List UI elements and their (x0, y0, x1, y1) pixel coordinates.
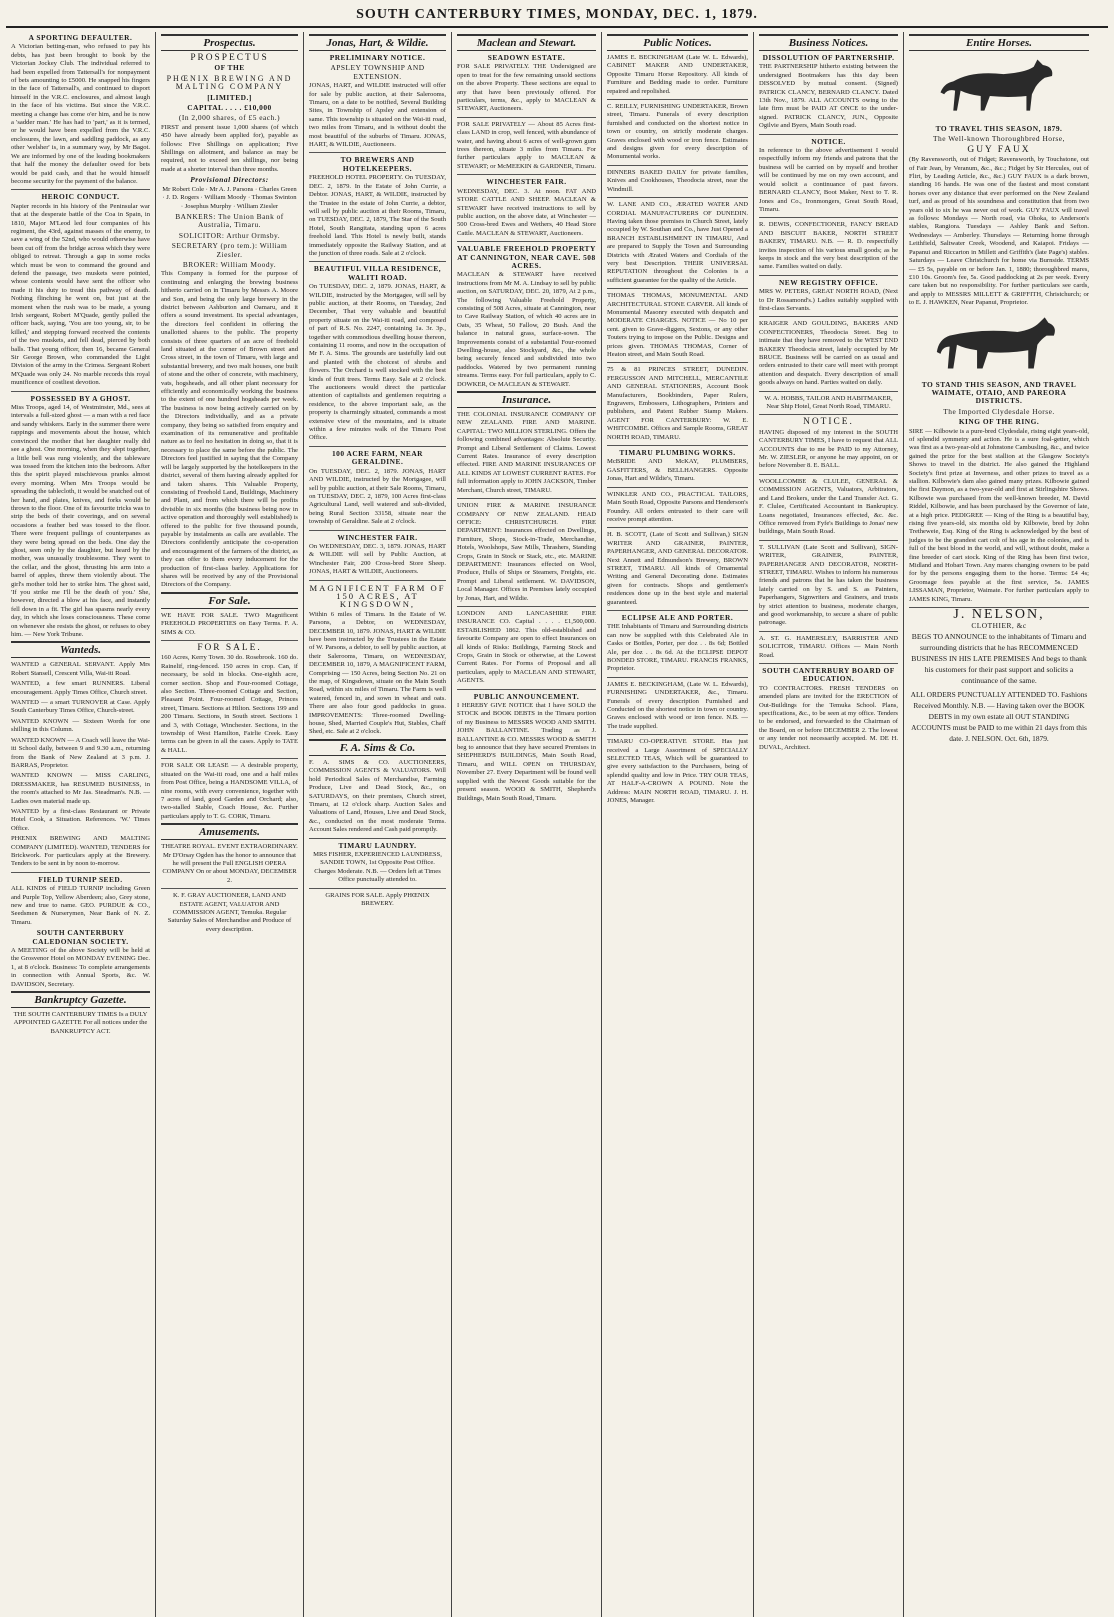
section-head-prospectus: Prospectus. (161, 34, 298, 51)
nelson-body: BEGS TO ANNOUNCE to the inhabitants of Timaru and surrounding districts that he has RECOMMENCED BUSINESS IN HIS LATE PREMISES And begs to thank his customers for their past support and solicits a continuance of the same. (911, 631, 1087, 685)
notice-body: C. REILLY, FURNISHING UNDERTAKER, Brown street, Timaru. Funerals of every description furnished and conducted on the shortest notice in town or country, on strictly moderate charges. Graves enclosed with wood or iron fence. Estimates and designs given for every description of Monumental works. (607, 103, 748, 161)
notice-body: W. LANE AND CO., ÆRATED WATER AND CORDIAL MANUFACTURERS OF DUNEDIN. Having taken those premises in Church Street, lately occupied by W. Southan and Co., have Just Opened a BRANCH ESTABLISHMENT IN TIMARU, And are prepared to Supply the Town and Surrounding Districts with Ærated Waters and Cordials of the very best Description. THEIR UNIVERSAL REPUTATION throughout the Colonies is a sufficient guarantee for the quality of the Article. (607, 201, 748, 284)
notice-title: WINCHESTER FAIR. (337, 532, 418, 542)
column-2 (156, 32, 304, 1617)
prospectus-body: This Company is formed for the purpose of continuing and enlarging the brewing business hitherto carried on in Timaru by Messrs A. Moore and Son, and being the only large brewery in the district between Ashburton and Oamaru, and it offers a sound investment. Its special advantages, the directors feel confident in offering the unallotted shares to the public. The property consists of three quarters of an acre of freehold land situated at the corner of Brown street and Cross street, in the town of Timaru, with large and substantial brewery, and two malt houses, one built of stone and the other of concrete, with machinery, vats, hogsheads, and all other plant necessary for efficiently and economically working the business to the extent of one hundred hogsheads per week. The business is now being actively carried on by the Directors individually, and as a private company, they being so satisfied from enquiry and examination of its remunerative and profitable nature as to feel no hesitation in doing so, that it is necessary to place the same before the public. The Directors feel justified in saying that the Company will be largely supported by the hotelkeepers in the district, several of them having already applied for and taken shares. This Valuable Property, consisting of Freehold Land, Buildings, Machinery and Plant, and from which there will be profits divisible in six months (the business being now in active operation and thoroughly well established) is offered to the public for five thousand pounds, payable by instalments as calls are available. The Directors confidently anticipate the co-operation and encouragement of the farmers of the district, as they can offer to them every inducement for the production of first-class barley. Applications for shares will be received by any of the Provisional Directors of the Company. (161, 270, 298, 589)
classified-ad: WANTED by a first-class Restaurant or Private Hotel Cook, a Situation. References. 'W.' Times Office. (11, 807, 150, 832)
notice-body: TO CONTRACTORS. FRESH TENDERS on amended plans are invited for the ERECTION of Out-Buildings for the Temuka School. Plans, specifications, &c., to be seen at my office. Tenders to be endorsed, and forwarded to the Chairman of the Board, on or before DECEMBER 2. The lowest or any tender not necessarily accepted. M. DE H. DUVAL, Architect. (759, 684, 898, 751)
notice-body: R. DEWIS, CONFECTIONER, FANCY BREAD AND BISCUIT BAKER, NORTH STREET BAKERY, TIMARU. N.B. — R. D. respectfully invites inspection of his various small goods; as he keeps in stock and the very best description of the same. Families waited on daily. (759, 221, 898, 271)
notice-body: DINNERS BAKED DAILY for private families, Knives and Cookhouses, Theodocia street, near the Windmill. (607, 168, 748, 193)
section-head-public-notices: Public Notices. (607, 34, 748, 51)
secretary: SECRETARY (pro tem.): William Ziesler. (171, 241, 288, 259)
notice-body: MRS W. PETERS, GREAT NORTH ROAD, (Next to Dr Rossamond's.) Ladies suitably supplied with first-class Servants. (759, 288, 898, 312)
notice-body: 75 & 81 PRINCES STREET, DUNEDIN. FERGUSSON AND MITCHELL, MERCANTILE AND GENERAL STATIONERS, Account Book Manufacturers, Bookbinders, Paper Rulers, Engravers, Embossers, Lithographers, Printers and publishers, and Patent Rubber Stamp Makers. AGENT FOR CANTERBURY: W. E. WHITCOMBE. Offices and Sample Rooms, GREAT NORTH ROAD, TIMARU. (607, 366, 748, 441)
notice-title: WINCHESTER FAIR. (486, 177, 567, 187)
article-title: A SPORTING DEFAULTER. (28, 33, 133, 42)
notice-body: I HEREBY GIVE NOTICE that I have SOLD the STOCK and BOOK DEBTS in the Timaru portion of my Business to MESSRS WOOD AND SMITH. JOHN BALLANTINE. Trading as J. BALLANTINE & CO. MESSRS WOOD & SMITH beg to announce that they have secured Premises in SHEPHERD'S BUILDINGS, Main South Road, Timaru, and WILL OPEN on THURSDAY, November 27. Every Department will be found well supplied with the Newest Goods suitable for the present season. WOOD & SMITH, Shepherd's Buildings, Main South Road, Timaru. (457, 702, 596, 802)
section-head-wanted: Wanteds. (11, 641, 150, 658)
horse-intro: The Imported Clydesdale Horse. (943, 406, 1055, 416)
notice-title: DISSOLUTION OF PARTNERSHIP. (762, 53, 895, 62)
prospectus-title: PROSPECTUS (190, 53, 269, 63)
section-head-insurance: Insurance. (457, 391, 596, 408)
section-head-sims: F. A. Sims & Co. (309, 739, 446, 756)
section-head-maclean: Maclean and Stewart. (457, 34, 596, 51)
notice-title: NEW REGISTRY OFFICE. (778, 277, 879, 287)
notice-body: W. A. HOBBS, TAILOR AND HABITMAKER, Near Ship Hotel, Great North Road, TIMARU. (764, 394, 893, 411)
article-body: Miss Troops, aged 14, of Westminster, Md., sees at intervals a full-sized ghost — a man with a red face and sandy whiskers. Early in the summer there were rappings and movements about the house, which convinced the mother that her daughter really did see a ghost. One morning, when they slept together, a little bell was rung violently, and the tableware was tossed from the kitchen into the bedroom. After this the spirit played mischievous pranks almost every morning. When Mrs Troops would be spreading the tablecloth, it would be snatched out of her hand, and plates, knives, and forks would be thrown to the floor. One of its favourite tricks was to strip the beds of their coverings, and on several occasions a feather bed was tossed to the floor. There were frequent pullings of counterpanes as they were being spread on the beds. One day the ghost, seen only by the daughter, but heard by the mother, was unusually troublesome. They went to the cellar, and the ghost, thrusting his arm into a barrel of apples, threw them violently about. The girl's mother told her to strike him. The ghost said, 'If you strike me I'll be the death of you.' She, however, directed a blow at his face, and instantly fell down in a fit. The girl has spasms nearly every day, in which she loses consciousness. These come on whenever she resists the ghost, or refuses to obey him. — New York Tribune. (11, 404, 150, 639)
notice-body: FOR SALE PRIVATELY — About 85 Acres first-class LAND in crop, well fenced, with abundance of water, and having about 6 acres of well-grown gum trees thereon, situate 3 miles from Timaru. For further particulars apply to MACLEAN & STEWART; or McMEEKIN & GARDNER, Timaru. (457, 120, 596, 170)
classified-ad: WANTED, a few smart RUNNERS. Liberal encouragement. Apply Times Office, Church street. (11, 680, 150, 696)
grains-ad: GRAINS FOR SALE. Apply PHŒNIX BREWERY. (325, 891, 430, 907)
notice-title: 100 ACRE FARM, NEAR GERALDINE. (331, 448, 424, 467)
notice-body: JONAS, HART, and WILDIE instructed will offer for sale by public auction, at their Salerooms, Timaru, on a date to be notified, Several Building Sites, in Township of Apsley and extension of same. This township is situated on the Wai-iti road, two miles from Timaru, and is without doubt the most beautiful of the suburbs of Timaru. JONAS, HART, & WILDIE, Auctioneers. (309, 82, 446, 149)
notice-title: VALUABLE FREEHOLD PROPERTY AT CANNINGTON, NEAR CAVE. 508 ACRES. (457, 244, 596, 270)
ad-title: FIELD TURNIP SEED. (38, 874, 123, 884)
article-title: POSSESSED BY A GHOST. (30, 393, 131, 403)
column-5 (602, 32, 754, 1617)
notice-title: TIMARU PLUMBING WORKS. (619, 448, 736, 458)
masthead: SOUTH CANTERBURY TIMES, MONDAY, DEC. 1, 1879. (6, 4, 1108, 28)
broker: BROKER: William Moody. (182, 259, 277, 269)
article-body: Napier records in his history of the Peninsular war that at the desperate battle of the Coa in Spain, in 1810, Major M'Leod led four companies of his regiment, the 43rd, against masses of the enemy, to save a wing of the 52nd, who would otherwise have been cut off from the bridge across which they were obliged to retreat. Through a gap in some rocks which must be won to command the ground and defend the passage, two muskets were pointed, whose contents would have sent the officer who made it his duty to tread this pathway of death. Nothing flinching he went on, but just at the moment when the rush was to be made, a young Irish sergeant, Robert M'Quade, gently pulled the officer back, saying, 'You are too young, sir, to be killed,' and stepping forward received the contents of the two muskets, and fell dead, pierced by both balls. That young officer, then 16, became General Sir George Brown, who commanded the Light Division of the army in the Crimea. Sergeant Robert M'Quade was only 24. No marble records this royal munificence of costliest devotion. (11, 202, 150, 387)
ad-body: ALL KINDS of FIELD TURNIP including Green and Purple Top, Yellow Aberdeen; also, Grey stone, new and true to name. GEO. PURDUE & CO., Seedsmen & Nurserymen, Near Bank of N. Z. Timaru. (11, 885, 150, 926)
horse-body: SIRE — Kilbowie is a pure-bred Clydesdale, rising eight years-old, of splendid symmetry and action. He is a sure foal-getter, which was first as a two-year-old at Johnstone Cambusling, &c., and twice gained the prize for the best stallion at the Glasgow Society's Shows to travel in the district. He also gained the Highland Society's first prize at Inverness, and other prizes to travel as a stallion. Kilbowie's dam also gained many prizes. Kilbowie gained the first Daymon, as a two-year-old and first at Stirlingshire Shows. Kilbowie was purchased from the well-known breeder, M. David Riddel, Kilbowie, and has been purchased by the Governor of late, at a high price. PEDIGREE — King of the Ring is a beautiful bay, rising five years-old, six months old by Kilbowie, bred by John Tretheweie, Esq. King of the Ring is acknowledged by the best of judges to be the grandest cart colt of his age in the colonies, and is full of the best blood in the world, and will, without doubt, make a fine breeder of cart stock. King of the Ring has been first twice, Midland and Hobart Town. Any mares changing owners to be paid for by the persons engaging them to the horse. Terms: £4 4s; Groomage fees payable at the first service, 5s. JAMES LISSAMAN, Proprietor, Waimate. For further particulars apply to JAMES KING, Timaru. (909, 427, 1089, 603)
prospectus-of: OF THE (214, 63, 245, 73)
sale-ad: 160 Acres, Kerry Town. 30 do. Rosebrook. 160 do. Rainelif, ring-fenced. 150 acres in crop. Can, if necessary, be sold in blocks. One-eighth acre, corner section. Shop and Four-roomed Cottage, also Section. Three-roomed Cottage and Section, Pleasant Point. Four-roomed Cottage, Princes street, Timaru. Sections at Hilton. Sections 199 and 200 Timaru. Sections, in South street. Sections 1 and 3, with Cottage, Winchester. Sections, in the township of West Hamilton, Fairlie Creek. Easy terms can be given in all the cases. Apply to TATE & HALL. (161, 654, 298, 754)
horse-name: GUY FAUX (967, 144, 1031, 155)
classified-ad: WANTED KNOWN — A Coach will leave the Wai-iti School daily, between 9 and 9.30 a.m., returning from the Bank of New Zealand at 3 p.m. J. BARRAS, Proprietor. (11, 736, 150, 769)
notice-body: FREEHOLD HOTEL PROPERTY. On TUESDAY, DEC. 2, 1879. In the Estate of John Currie, a Debtor. JONAS, HART, & WILDIE, instructed by the Trustee in the estate of John Currie, a debtor, will sell by public auction at their Rooms, Timaru, on TUESDAY, DEC. 2, 1879, The Star of the South Hotel, South Rangitata, standing upon 6 acres freehold land. This Hotel is newly built, stands immediately opposite the Railway Station, and at the junction of three roads. Sale at 2 o'clock. (309, 174, 446, 257)
theatre-ad: THEATRE ROYAL. EVENT EXTRAORDINARY. Mr D'Orsay Ogden has the honor to announce that he will present the Full ENGLISH OPERA COMPANY On or about MONDAY, DECEMBER 2. (161, 843, 298, 884)
article-body: A Victorian betting-man, who refused to pay his debts, has just been brought to book by the Victorian Jockey Club. The individual referred to had been expelled from Tattersall's for nonpayment of bets amounting to £5000. He snapped his fingers in the face of Tattersall's, and continued to disport himself in the V.R.C. enclosures, and almost laugh in the face of his victims. But since the V.R.C. meeting a change has come o'er him, and he is now a 'sadder man.' He has had to 'part,' as it is termed, or he would have been expelled from the V.R.C. enclosures, the lawn, and saddling paddock, as any other 'welsher' is, in a summary way, by Mr Bagot. We are informed by one of the leading bookmakers that half the money the defaulter owed for bets would be paid cash, and that he would himself become security for the payment of the balance. (11, 43, 150, 185)
notice-body: TIMARU CO-OPERATIVE STORE. Has just received a Large Assortment of SPECIALLY SELECTED TEAS, Which will be guaranteed to give every satisfaction to the Purchasers, being of splendid quality and low in Price. TRY OUR TEAS, AT HALF-A-CROWN A POUND. Note the Address: MAIN NORTH ROAD, TIMARU. J. H. JONES, Manager. (607, 738, 748, 805)
nelson-body-2: ALL ORDERS PUNCTUALLY ATTENDED TO. Fashions Received Monthly. N.B. — Having taken over the BOOK DEBTS in my own estate all OUT STANDING ACCOUNTS must be PAID to me within 21 days from this date. J. NELSON. Oct. 6th, 1879. (910, 689, 1088, 743)
sale-ad: WE HAVE FOR SALE. TWO Magnificent FREEHOLD PROPERTIES on Easy Terms. F. A. SIMS & CO. (161, 611, 298, 636)
gray-ad: K. F. GRAY AUCTIONEER, LAND AND ESTATE AGENT, VALUATOR AND COMMISSION AGENT, Temuka. Regular Saturday Sales of Merchandise and Produce of every description. (167, 892, 292, 933)
notice-body: WINKLER AND CO., PRACTICAL TAILORS, Main South Road, Opposite Parsons and Henderson's Foundry. All orders entrusted to their care will receive prompt attention. (607, 490, 748, 523)
horse-name: KING OF THE RING. (958, 417, 1040, 427)
classified-ad: PHŒNIX BREWING AND MALTING COMPANY (LIMITED). WANTED, TENDERS for Brickwork. For particulars apply at the Brewery. Tenders to be sent in by noon to-morrow. (11, 835, 150, 868)
notice-body: On TUESDAY, DEC. 2, 1879. JONAS, HART, & WILDIE, instructed by the Mortgagee, will sell by public auction, at their Rooms, on Tuesday, 2nd December, That very valuable and beautiful property situate on the Wai-iti road, and composed of part of R.S. No. 2247, containing 1a. 3r. 3p., together with commodious dwelling house thereon, containing 11 rooms, and now in the occupation of Mr F. A. Sims. The grounds are tastefully laid out and planted with the choicest of shrubs and flowers. The Orchard is well stocked with the best kinds of fruit trees. Terms Easy. Sale at 2 o'clock. The auctioneers would direct the particular attention of capitalists and gentlemen requiring a residence, to the above important sale, as the property is charmingly situated, commands a most extensive view of the mountains, and is situate within a few minutes walk of the Timaru Post Office. (309, 283, 446, 442)
notice-body: THE Inhabitants of Timaru and Surrounding districts can now be supplied with this Celebrated Ale in Casks or Bottles, Porter, per doz . . 8s 6d; Bottled Ale, per doz . . 8s 6d. At the ECLIPSE DEPOT BONDED STORE, TIMARU. FRANCIS FRANKS, Proprietor. (607, 623, 748, 673)
notice-body: THE PARTNERSHIP hitherto existing between the undersigned Bootmakers has this day been DISSOLVED by mutual consent. (Signed) PATRICK CLANCY, BERNARD CLANCY. Dated 13th Nov., 1879. ALL ACCOUNTS owing to the late firm must be PAID AT ONCE to the under-signed. PATRICK CLANCY, JUN., Opposite Ogilvie and Byers, Main South road. (759, 63, 898, 130)
insurance-ad: UNION FIRE & MARINE INSURANCE COMPANY OF NEW ZEALAND. HEAD OFFICE: CHRISTCHURCH. FIRE DEPARTMENT: Insurances effected on Dwellings, Furniture, Shops, Stock-in-Trade, Merchandise, Hotels, Woolshops, Saw Mills, Thrashers, Standing Crops, Grain in Stock or Stack, etc., etc. MARINE DEPARTMENT: Insurances effected on Wool, Produce, Hulls of Ships or Steamers, Freights, etc. Prompt and Liberal settlement. W. DAVIDSON, Local Manager. Offices in Premises lately occupied by Jonas, Hart, and Wildie. (457, 502, 596, 602)
notice-body: McBRIDE AND McKAY, PLUMBERS, GASFITTERS, & BELLHANGERS. Opposite Jonas, Hart and Wildie's, Timaru. (607, 458, 748, 483)
notice-title: PRELIMINARY NOTICE. (329, 53, 426, 62)
column-1 (6, 32, 156, 1617)
solicitor: SOLICITOR: Arthur Ormsby. (178, 230, 281, 240)
nelson-title: CLOTHIER, &c (971, 620, 1027, 630)
sale-ad: FOR SALE OR LEASE — A desirable property, situated on the Wai-iti road, one and a half miles from Post Office, being a HANDSOME VILLA, of nine rooms, with every convenience, together with 7 acres of land, good Garden and Orchard; also, two-stalled Stable, Coach House, &c. Further particulars apply to T. G. CORK, Timaru. (161, 762, 298, 820)
notice-title: ECLIPSE ALE AND PORTER. (621, 612, 734, 622)
horse-intro: The Well-known Thoroughbred Horse, (933, 134, 1065, 144)
section-head-horses: Entire Horses. (909, 34, 1089, 51)
notice-title: BEAUTIFUL VILLA RESIDENCE, WALITI ROAD. (313, 264, 442, 282)
section-head-for-sale: For Sale. (161, 592, 298, 609)
ad-body: A MEETING of the above Society will be held at the Grosvenor Hotel on MONDAY EVENING Dec. 1, at 8 o'clock. Business: To complete arrangements in connection with Annual Sports, &c. W. DAVIDSON, Secretary. (11, 947, 150, 988)
nelson-name: J. NELSON, (953, 607, 1045, 623)
notice-body: In reference to the above advertisement I would respectfully inform my friends and patrons that the business will be carried on by myself and brother will be continued by me on my own account, and would solicit a continuance of past favors. BERNARD CLANCY, Boot Maker, Next to T. R. Jones and Co., Ironmongers, Great South Road, Timaru. (759, 147, 898, 213)
ad-title: SOUTH CANTERBURY CALEDONIAN SOCIETY. (32, 928, 129, 946)
notice-body: MACLEAN & STEWART have received instructions from Mr M. A. Lindsay to sell by public auction, on SATURDAY, DEC. 20, 1879, At 2 p.m., The following Valuable Freehold Property, consisting of 508 Acres, situate at Cannington, near to Cave Railway Station, of which 40 acres are in Oats, 35 Wheat, 50 Fallow, 20 Bush. And the balance in natural grass, surface-sown. The Improvements consist of a substantial Four-roomed Dwelling-house, also Stockyard, &c., the whole being securely fenced and subdivided into two paddocks. Watered by two permanent running streams. Terms easy. For full particulars, apply to C. DOWKER, Or MACLEAN & STEWART. (457, 271, 596, 388)
notice-title: SOUTH CANTERBURY BOARD OF EDUCATION. (762, 666, 895, 684)
article-title: HEROIC CONDUCT. (41, 192, 120, 202)
terms: FIRST and present issue 1,000 shares (of which 450 have already been applied for), payable as follows: Five Shillings on application; Five Shillings on allotment, and balance as may be required, not to exceed ten shillings, nor being made at a shorter interval than three months. (161, 123, 298, 173)
notice-title: PUBLIC ANNOUNCEMENT. (473, 691, 580, 701)
directors: Mr Robert Cole · Mr A. J. Parsons · Charles Green · J. D. Rogers · William Moody · Thomas Swinton · Josephus Murphy · William Ziesler (162, 185, 297, 210)
section-head-amusements: Amusements. (161, 823, 298, 840)
column-3 (304, 32, 452, 1617)
insurance-ad: THE COLONIAL INSURANCE COMPANY OF NEW ZEALAND. FIRE AND MARINE. CAPITAL: TWO MILLION STERLING. Offers the following combined advantages: Absolute Security. Prompt and Liberal Settlement of Claims. Lowest Current Rates. Insurance of every description effected. FIRE AND MARINE INSURANCES OF ALL KINDS AT LOWEST CURRENT RATES. For full information apply to JOHN JACKSON, Timber Merchant, Church street, TIMARU. (457, 411, 596, 494)
horse-body: (By Ravensworth, out of Fidget; Ravensworth, by Touchstone, out of Fair Jean, by Veranum, &c., &c.; Fidget by Sir Hercules, out of Flirt, by Leading Article, &c., &c.) GUY FAUX is a dark brown, standing 16 hands. He was one of the fastest and most constant horses over any distance that ever performed on the New Zealand turf, and as proud of his soundness and constitution that from two years old to six he was never out of work. GUY FAUX will travel as follows: Mondays — North road, via Ohoka, to Anderson's stables, Rangiora. Tuesdays — Ashley Bank and Sefton. Wednesdays — Amberley. Thursdays — Returning home through Leithfield, Saltwater Creek, Woodend, and Kaiapoi. Fridays — Papanui and Riccarton in Millett and Griffith's (late Page's) stables. Saturdays — Leave Christchurch for home via Burnside. TERMS — £5 5s, payable on or before Jan. 1, 1880; thoroughbred mares, £10 10s. Groom's fee, 5s. Good paddocking at 2s per week. Every care taken but no responsibility. For further particulars see cards, and apply to MESSRS MILLETT & GRIFFITH, Christchurch; or to E. J. HAWKEN, Near Papanui, Proprietor. (909, 156, 1089, 307)
notice-body: Within 6 miles of Timaru. In the Estate of W. Parsons, a Debtor, on WEDNESDAY, DECEMBER 10, 1879. JONAS, HART & WILDIE have been instructed by the Trustees in the Estate of W. Parsons, a debtor, to sell by public auction, at their Salerooms, Timaru, on WEDNESDAY, DECEMBER 10, 1879, A MAGNIFICENT FARM, Comprising — 150 Acres, being Section No. 21 on the map, of Kingsdown, situate on the Main South Road, within six miles of Timaru. The Farm is well watered, fenced in, and sown in wheat and oats. There are also four good paddocks in grass. IMPROVEMENTS: Three-roomed Dwelling-house, Shed, Married Couple's Hut, Stables, Chaff Shed, etc. Sale at 2 o'clock. (309, 610, 446, 736)
notice-body: WOOLLCOMBE & CLULEE, GENERAL & COMMISSION AGENTS, Valuators, Arbitrators, and Land Brokers, under the Land Transfer Act. G. F. Clulee, Certificated Accountant in Bankruptcy. Loans negotiated, Insurances effected, &c. &c. Office removed from Fyfe's Buildings to Jonas' new buildings, Main South Road. (759, 477, 898, 536)
notice-body: H. B. SCOTT, (Late of Scott and Sullivan,) SIGN WRITER AND GRAINER, PAINTER, PAPERHANGER, AND GENERAL DECORATOR. Next Annett and Edmundson's Brewery, BROWN STREET, TIMARU. All kinds of Ornamental Writing and General Decorating done. Estimates given for contracts. Shops and gentlemen's residences done up in the best style and material guaranteed. (607, 531, 748, 606)
horse-illustration-icon (909, 310, 1089, 374)
notice-title: TO BREWERS AND HOTELKEEPERS. (340, 155, 415, 173)
notice-title: NOTICE. (803, 417, 854, 428)
company-ltd: [LIMITED.] (207, 92, 252, 102)
column-4 (452, 32, 602, 1617)
sale-title: FOR SALE. (197, 643, 262, 653)
columns (6, 32, 1108, 1617)
notice-body: JAMES E. BECKINGHAM (Late W. L. Edwards), CABINET MAKER AND UNDERTAKER, Opposite Timaru Horse Repository. All kinds of Furniture and Bedding made to order. Furniture repaired and repolished. (607, 54, 748, 95)
notice-body: On TUESDAY, DEC. 2, 1879. JONAS, HART AND WILDIE, instructed by the Mortgagee, will sell by public auction, at their Sale Rooms, Timaru, on TUESDAY, DEC. 2, 1879, 100 Acres first-class Agricultural Land, well watered and sub-divided, being Rural Section 33158, situate near the township of Geraldine. Sale at 2 o'clock. (309, 467, 446, 526)
sims-ad: F. A. SIMS & CO. AUCTIONEERS, COMMISSION AGENTS & VALUATORS. Will hold Periodical Sales of Merchandise, Farming Produce, Live and Dead Stock, &c., on SATURDAYS, on their premises, Church street, Timaru, at 12 o'clock sharp. Auction Sales and Valuations of Land, Houses, Live and Dead Stock, &c., conducted on the most moderate Terms. Account Sales rendered and Cash paid promptly. (309, 758, 446, 834)
bankers: BANKERS: The Union Bank of Australia, Timaru. (175, 211, 284, 230)
section-head-jonas: Jonas, Hart, & Wildie. (309, 34, 446, 51)
laundry-body: MRS FISHER, EXPERIENCED LAUNDRESS, SANDIE TOWN, 1st Opposite Post Office. Charges Moderate. N.B. — Orders left at Times Office punctually attended to. (313, 850, 442, 884)
notice-body: THOMAS THOMAS, MONUMENTAL AND ARCHITECTURAL STONE CARVER. All kinds of Monumental Masonry executed with despatch and MODERATE CHARGES. NOTICE — No 10 per cent. given to Grave-diggers, Sextons, or any other Touters trying to impose on the Public. Designs and prices given. THOMAS THOMAS, Corner of Heaton street, and Main South Road. (607, 292, 748, 358)
notice-body: A. ST. G. HAMERSLEY, BARRISTER AND SOLICITOR, TIMARU. Offices — Main North Road. (759, 634, 898, 659)
classified-ad: WANTED a GENERAL SERVANT. Apply Mrs Robert Stansell, Crescent Villa, Wai-iti Road. (11, 661, 150, 677)
classified-ad: WANTED KNOWN — MISS CARLING, DRESSMAKER, has RESUMED BUSINESS, in the room's attached to Mr Jas. Steadman's. N.B. — Ladies own material made up. (11, 772, 150, 805)
farm-title: MAGNIFICENT FARM OF 150 ACRES, AT KINGSDOWN, (309, 582, 446, 610)
section-head-business: Business Notices. (759, 34, 898, 51)
notice-body: KRAIGER AND GOULDING, BAKERS AND CONFECTIONERS, Theodocia Street. Beg to intimate that they have removed to the WEST END BAKERY Theodocia street, lately occupied by Mr BRUCE. Business will be carried on as usual and orders entrusted to their care will meet with prompt attention and despatch. Every description of small goods always on hand. Parties waited on daily. (759, 320, 898, 387)
ad-body: THE SOUTH CANTERBURY TIMES Is a DULY APPOINTED GAZETTE For all notices under the BANKRUPTCY ACT. (13, 1011, 148, 1035)
column-6 (754, 32, 904, 1617)
company-name: PHŒNIX BREWING AND MALTING COMPANY (166, 73, 293, 92)
notice-body: T. SULLIVAN (Late Scott and Sullivan), SIGN-WRITER, GRAINER, PAINTER, PAPERHANGER AND DECORATOR, NORTH-STREET, TIMARU. Wishes to inform his numerous friends and patrons that he has taken the business lately carried on by S. and S. as Painters, Paperhangers, Signwriters and Grainers, and trusts by strict attention to business, moderate charges, and good workmanship, to secure a share of public patronage. (759, 543, 898, 627)
notice-body: JAMES E. BECKINGHAM, (Late W. L. Edwards), FURNISHING UNDERTAKER, &c., Timaru. Funerals of every description Furnished and Conducted on the shortest notice in town or country. Graves enclosed with wood or iron fence. N.B. — The trade supplied. (607, 680, 748, 730)
laundry-title: TIMARU LAUNDRY. (338, 840, 417, 850)
notice-subtitle: APSLEY TOWNSHIP AND EXTENSION. (330, 63, 425, 81)
notice-title: NOTICE. (811, 136, 846, 146)
notice-title: SEADOWN ESTATE. (487, 53, 566, 62)
column-7 (904, 32, 1094, 1617)
capital: CAPITAL . . . . £10,000 (187, 103, 272, 113)
section-head-bankruptcy: Bankruptcy Gazette. (11, 991, 150, 1008)
insurance-ad: LONDON AND LANCASHIRE FIRE INSURANCE CO. Capital . . . . £1,500,000. ESTABLISHED 1862. This old-established and favourite Company are open to effect Insurances on all kinds of Risks: Buildings, Farming Stock and Crops, Grain in Stock or otherwise, at the Lowest Current Rates. For Forms of Proposal and all particulars, apply to MACLEAN AND STEWART, AGENTS. (457, 609, 596, 685)
classified-ad: WANTED KNOWN — Sixteen Words for one shilling in this Column. (11, 717, 150, 734)
notice-body: WEDNESDAY, DEC. 3. At noon. FAT AND STORE CATTLE AND SHEEP. MACLEAN & STEWART have received instructions to sell by public auction, on the above date, at Winchester — 500 Cross-bred Ewes and Wethers, 40 Head Store Cattle. MACLEAN & STEWART, Auctioneers. (457, 187, 596, 237)
travel-title: TO TRAVEL THIS SEASON, 1879. (935, 124, 1063, 133)
notice-body: On WEDNESDAY, DEC. 3, 1879. JONAS, HART & WILDIE will sell by Public Auction, at Winchester Fair, 200 Cross-bred Store Sheep. JONAS, HART & WILDIE, Auctioneers. (309, 542, 446, 576)
classified-ad: WANTED — a smart TURNOVER at Case. Apply South Canterbury Times Office, Church-street. (11, 699, 150, 715)
notice-body: FOR SALE PRIVATELY. THE Undersigned are open to treat for the few remaining unsold sections on the above Property. These sections are equal to any that have been previously offered. For particulars, terms, &c., apply to MACLEAN & STEWART, Auctioneers. (457, 63, 596, 113)
shares: (In 2,000 shares, of £5 each.) (178, 113, 281, 123)
notice-body: HAVING disposed of my interest in the SOUTH CANTERBURY TIMES, I have to request that ALL ACCOUNTS due to me be PAID to my Attorney, Mr. W. ZIESLER, or anyone he may appoint, on or before November 8. E. BALL. (759, 428, 898, 470)
directors-head: Provisional Directors: (190, 175, 269, 185)
travel-title: TO STAND THIS SEASON, AND TRAVEL WAIMATE, OTAIO, AND PAREORA DISTRICTS. (921, 379, 1077, 406)
horse-illustration-icon (909, 54, 1089, 118)
